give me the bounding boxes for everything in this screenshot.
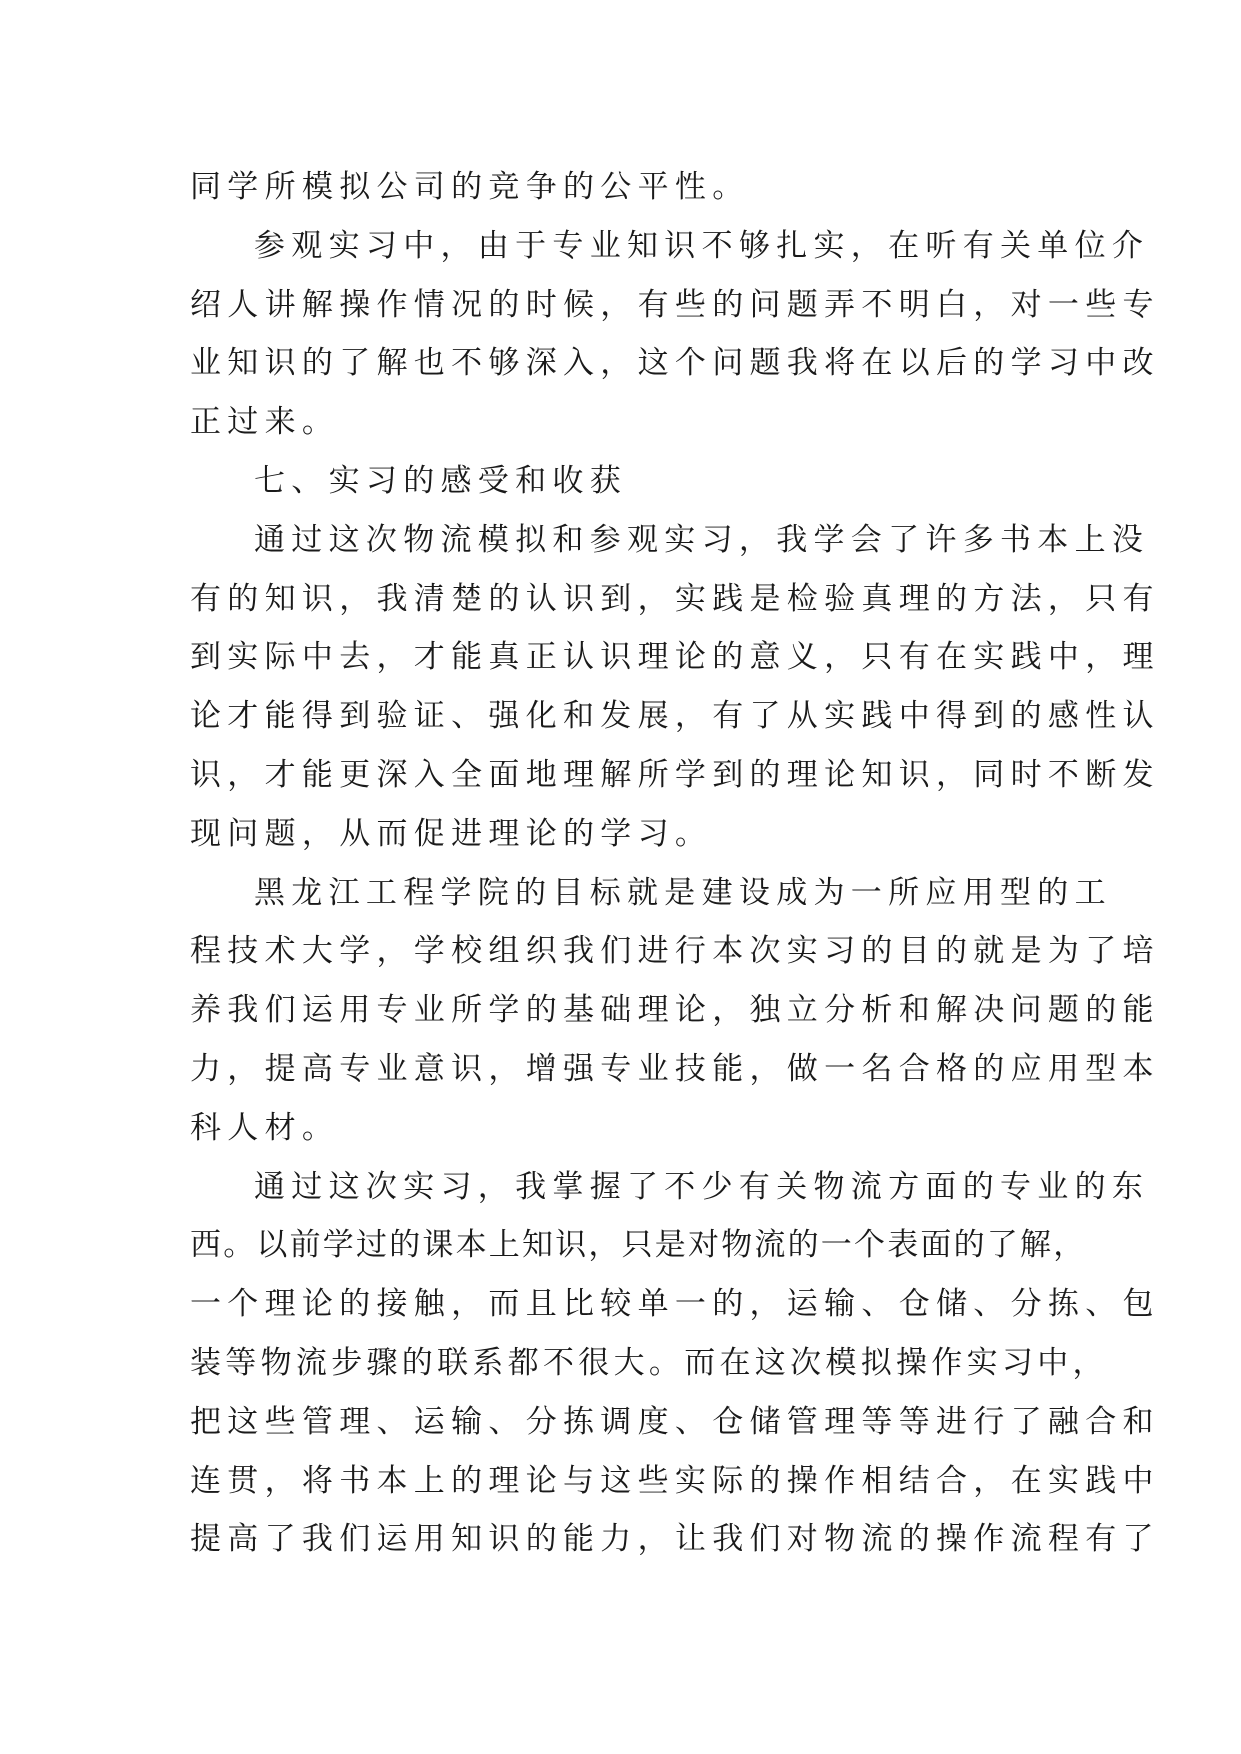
text-line: 科人材。 bbox=[190, 1109, 340, 1146]
text-line: 到实际中去，才能真正认识理论的意义，只有在实践中，理 bbox=[190, 639, 1160, 676]
section-heading: 七、实习的感受和收获 bbox=[254, 462, 627, 499]
text-line: 论才能得到验证、强化和发展，有了从实践中得到的感性认 bbox=[190, 698, 1160, 735]
text-line: 同学所模拟公司的竞争的公平性。 bbox=[190, 169, 750, 205]
text-line: 西。以前学过的课本上知识，只是对物流的一个表面的了解， bbox=[190, 1227, 1087, 1264]
paragraph-start-line: 黑龙江工程学院的目标就是建设成为一所应用型的工 bbox=[254, 874, 1112, 911]
text-line: 提高了我们运用知识的能力，让我们对物流的操作流程有了 bbox=[190, 1521, 1160, 1558]
text-line: 绍人讲解操作情况的时候，有些的问题弄不明白，对一些专 bbox=[190, 286, 1160, 323]
paragraph-start-line: 参观实习中，由于专业知识不够扎实，在听有关单位介 bbox=[254, 227, 1150, 264]
text-line: 把这些管理、运输、分拣调度、仓储管理等等进行了融合和 bbox=[190, 1403, 1160, 1440]
text-line: 正过来。 bbox=[190, 404, 340, 441]
text-line: 连贯，将书本上的理论与这些实际的操作相结合，在实践中 bbox=[190, 1462, 1160, 1499]
paragraph-start-line: 通过这次实习，我掌握了不少有关物流方面的专业的东 bbox=[254, 1168, 1150, 1205]
text-line: 业知识的了解也不够深入，这个问题我将在以后的学习中改 bbox=[190, 345, 1160, 382]
text-line: 养我们运用专业所学的基础理论，独立分析和解决问题的能 bbox=[190, 992, 1160, 1029]
text-line: 装等物流步骤的联系都不很大。而在这次模拟操作实习中， bbox=[190, 1344, 1108, 1381]
text-line: 有的知识，我清楚的认识到，实践是检验真理的方法，只有 bbox=[190, 580, 1160, 617]
paragraph-start-line: 通过这次物流模拟和参观实习，我学会了许多书本上没 bbox=[254, 521, 1150, 558]
text-line: 识，才能更深入全面地理解所学到的理论知识，同时不断发 bbox=[190, 756, 1160, 793]
text-line: 力，提高专业意识，增强专业技能，做一名合格的应用型本 bbox=[190, 1050, 1160, 1087]
text-line: 现问题，从而促进理论的学习。 bbox=[190, 815, 713, 852]
text-line: 程技术大学，学校组织我们进行本次实习的目的就是为了培 bbox=[190, 933, 1160, 970]
text-line: 一个理论的接触，而且比较单一的，运输、仓储、分拣、包 bbox=[190, 1286, 1160, 1323]
document-body bbox=[190, 158, 1160, 1569]
